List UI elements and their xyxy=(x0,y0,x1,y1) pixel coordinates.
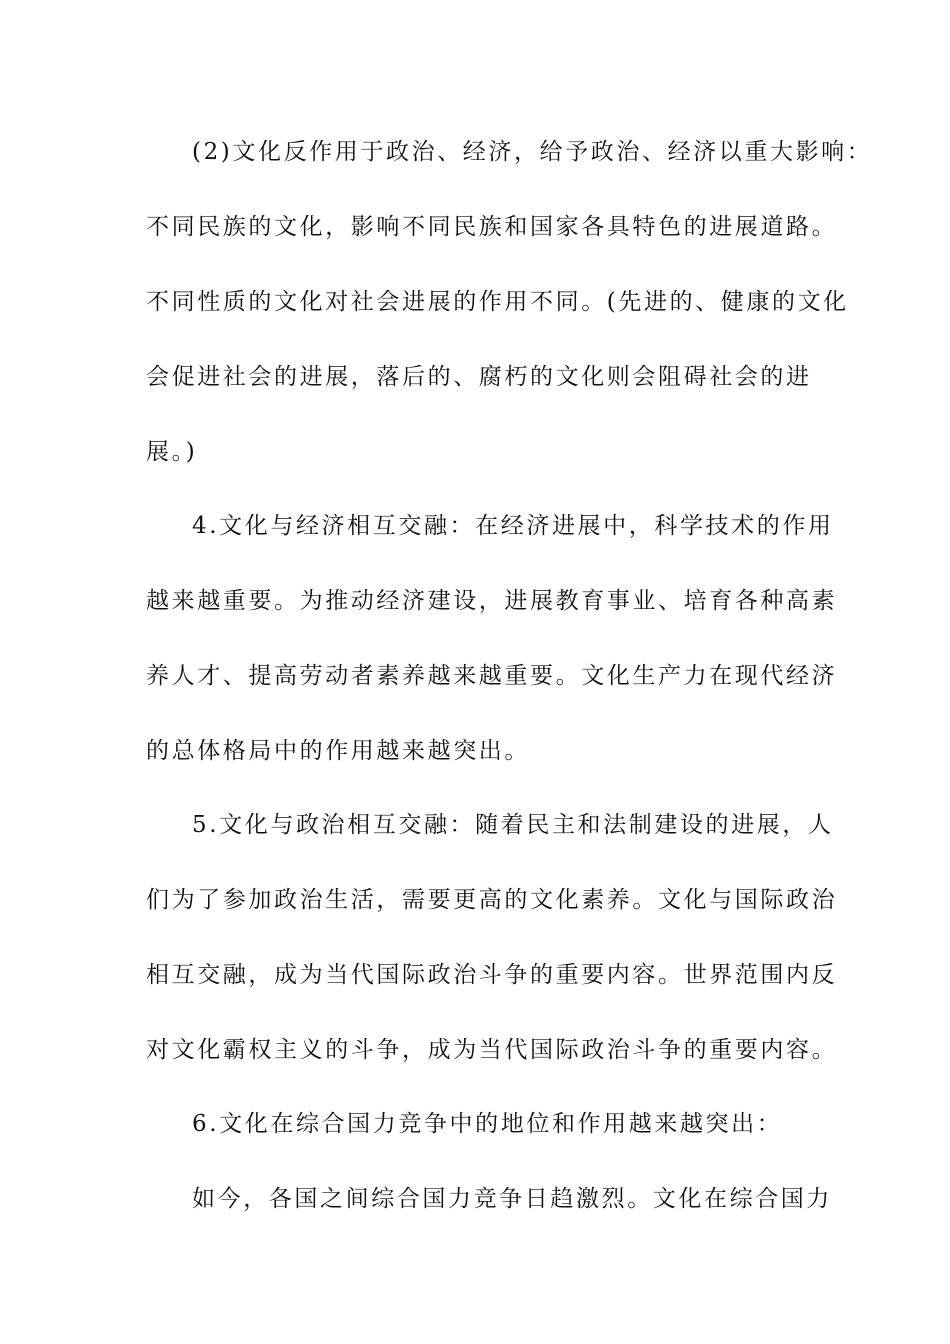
text-line: 如今，各国之间综合国力竞争日趋激烈。文化在综合国力 xyxy=(192,1186,832,1212)
text-line: 不同民族的文化，影响不同民族和国家各具特色的进展道路。 xyxy=(146,214,838,240)
text-line: 4.文化与经济相互交融：在经济进展中，科学技术的作用 xyxy=(192,513,834,539)
text-line: 对文化霸权主义的斗争，成为当代国际政治斗争的重要内容。 xyxy=(146,1037,838,1063)
text-line: 越来越重要。为推动经济建设，进展教育事业、培育各种高素 xyxy=(146,588,838,614)
text-line: 们为了参加政治生活，需要更高的文化素养。文化与国际政治 xyxy=(146,887,838,913)
text-line: 相互交融，成为当代国际政治斗争的重要内容。世界范围内反 xyxy=(146,962,838,988)
text-line: 的总体格局中的作用越来越突出。 xyxy=(146,738,530,764)
text-line: 5.文化与政治相互交融：随着民主和法制建设的进展，人 xyxy=(192,812,834,838)
text-line: (2)文化反作用于政治、经济，给予政治、经济以重大影响： xyxy=(192,139,873,165)
text-line: 养人才、提高劳动者素养越来越重要。文化生产力在现代经济 xyxy=(146,663,838,689)
text-line: 不同性质的文化对社会进展的作用不同。(先进的、健康的文化 xyxy=(146,289,849,315)
text-line: 会促进社会的进展，落后的、腐朽的文化则会阻碍社会的进 xyxy=(146,364,812,390)
text-line: 展。) xyxy=(146,439,198,465)
text-line: 6.文化在综合国力竞争中的地位和作用越来越突出： xyxy=(192,1111,783,1137)
